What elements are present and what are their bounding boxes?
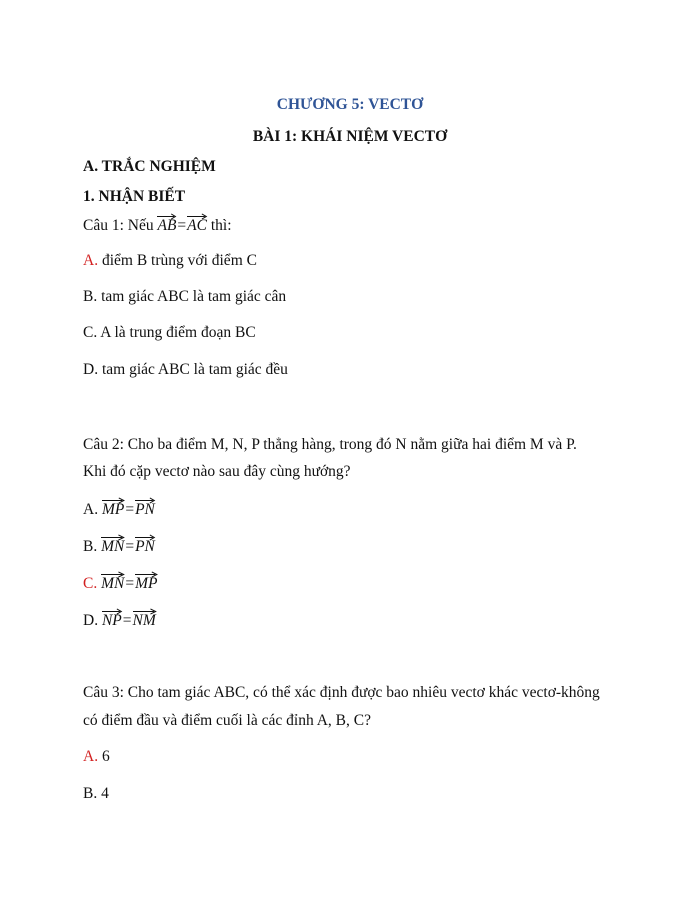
vector-label: MN (101, 575, 125, 592)
vector-label: AC (187, 217, 207, 234)
question-3-option-a (83, 748, 110, 766)
vector-arrow-icon (135, 497, 155, 504)
vector-arrow-icon (102, 608, 122, 615)
vector-arrow-icon (135, 571, 157, 578)
vector-arrow-icon (135, 534, 155, 541)
question-2-stem-line-2: Khi đó cặp vectơ nào sau đây cùng hướng? (83, 463, 351, 480)
option-text: A là trung điểm đoạn BC (100, 324, 256, 341)
option-text: 6 (101, 748, 110, 765)
question-1-option-c (83, 324, 256, 342)
equals-sign: = (125, 575, 135, 592)
question-1-option-a (83, 252, 257, 270)
vector-expression-right (187, 215, 207, 235)
vector-arrow-icon (102, 497, 124, 504)
question-1-option-d (83, 361, 288, 379)
subsection-heading: 1. NHẬN BIẾT (83, 188, 186, 205)
vector-left (101, 573, 124, 593)
question-1-stem (83, 215, 232, 235)
vector-left (102, 499, 124, 519)
question-1-option-b (83, 288, 286, 306)
vector-right (133, 610, 156, 630)
option-text: điểm B trùng với điểm C (101, 252, 257, 269)
option-letter: A. (83, 748, 99, 765)
equals-sign: = (122, 612, 132, 629)
option-letter: C. (83, 575, 98, 592)
vector-label: MP (135, 575, 158, 592)
vector-arrow-icon (187, 213, 207, 220)
option-letter: D. (83, 612, 99, 629)
option-letter: B. (83, 288, 98, 305)
vector-label: PN (135, 538, 155, 555)
equals-sign: = (125, 538, 135, 555)
lesson-title: BÀI 1: KHÁI NIỆM VECTƠ (252, 128, 448, 145)
option-letter: A. (83, 501, 99, 518)
chapter-title: CHƯƠNG 5: VECTƠ (276, 96, 424, 113)
question-2-stem-line-1: Câu 2: Cho ba điểm M, N, P thẳng hàng, trong đó N nằm giữa hai điểm M và P. (83, 436, 577, 453)
vector-arrow-icon (157, 213, 176, 220)
question-3-stem-line-2: có điểm đầu và điểm cuối là các đỉnh A, B, C? (83, 712, 371, 729)
vector-label: NM (132, 612, 156, 629)
section-heading: A. TRẮC NGHIỆM (83, 158, 216, 175)
option-letter: B. (83, 538, 98, 555)
option-letter: A. (83, 252, 99, 269)
vector-right (135, 499, 155, 519)
vector-expression-left (157, 215, 176, 235)
vector-left (101, 536, 124, 556)
question-1-prefix: Câu 1: Nếu (83, 217, 154, 234)
vector-left (102, 610, 122, 630)
option-letter: C. (83, 324, 98, 341)
vector-label: PN (135, 501, 155, 518)
question-2-option-d (83, 610, 156, 630)
question-1-suffix: thì: (210, 217, 232, 234)
question-2-option-c (83, 573, 157, 593)
question-3-option-b (83, 785, 109, 803)
option-text: tam giác ABC là tam giác cân (101, 288, 287, 305)
option-letter: B. (83, 785, 98, 802)
equals-sign: = (177, 217, 187, 234)
vector-label: AB (157, 217, 177, 234)
question-3-stem-line-1: Câu 3: Cho tam giác ABC, có thể xác định được bao nhiêu vectơ khác vectơ-không (83, 684, 600, 701)
question-2-option-b (83, 536, 155, 556)
vector-label: NP (101, 612, 122, 629)
vector-label: MN (101, 538, 125, 555)
vector-arrow-icon (101, 534, 124, 541)
vector-arrow-icon (133, 608, 156, 615)
vector-arrow-icon (101, 571, 124, 578)
option-text: 4 (101, 785, 109, 802)
equals-sign: = (125, 501, 135, 518)
option-text: tam giác ABC là tam giác đều (101, 361, 288, 378)
vector-label: MP (101, 501, 125, 518)
option-letter: D. (83, 361, 99, 378)
question-2-option-a (83, 499, 155, 519)
vector-right (135, 536, 155, 556)
vector-right (135, 573, 157, 593)
